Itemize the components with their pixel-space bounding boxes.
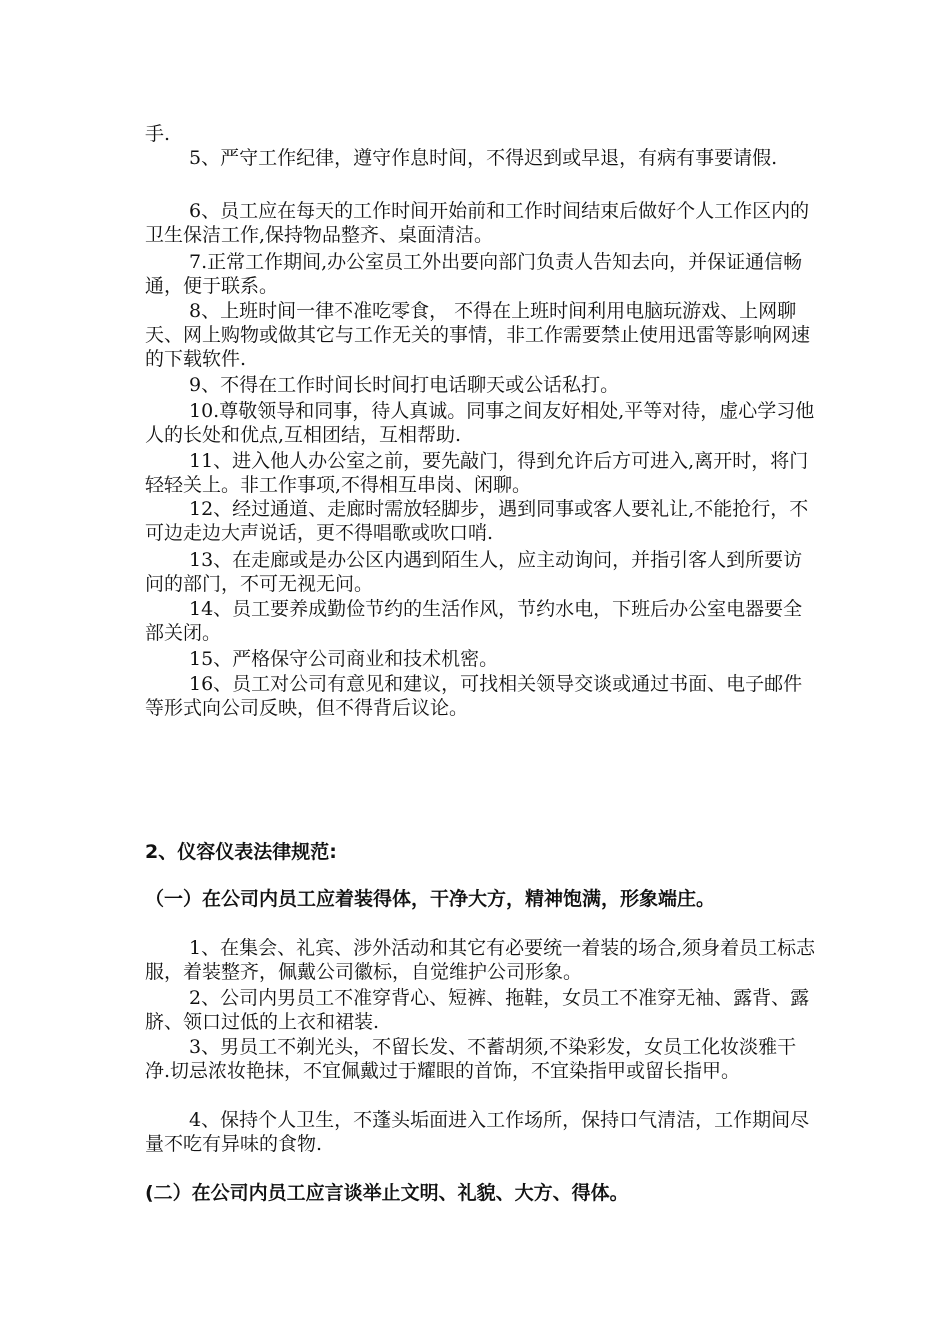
subsection-heading-1: （一）在公司内员工应着装得体，干净大方，精神饱满，形象端庄。	[145, 888, 716, 910]
list-item-15: 15、严格保守公司商业和技术机密。	[189, 648, 499, 670]
list-item-7: 7.正常工作期间,办公室员工外出要向部门负责人告知去向，并保证通信畅通，便于联系。	[145, 251, 803, 297]
list-item-14: 14、员工要养成勤俭节约的生活作风，节约水电，下班后办公室电器要全部关闭。	[145, 598, 803, 644]
list-item-16: 16、员工对公司有意见和建议，可找相关领导交谈或通过书面、电子邮件等形式向公司反映，但不得背后议论。	[145, 673, 803, 719]
list-item-10: 10.尊敬领导和同事，待人真诚。同事之间友好相处,平等对待，虚心学习他人的长处和优点,互相团结，互相帮助.	[145, 400, 815, 446]
attire-item-1: 1、在集会、礼宾、涉外活动和其它有必要统一着装的场合,须身着员工标志服，着装整齐，佩戴公司徽标，自觉维护公司形象。	[145, 937, 816, 983]
list-item-5: 5、严守工作纪律，遵守作息时间，不得迟到或早退，有病有事要请假.	[189, 147, 778, 169]
list-item-13: 13、在走廊或是办公区内遇到陌生人，应主动询问，并指引客人到所要访问的部门，不可无视无问。	[145, 549, 803, 595]
attire-item-4: 4、保持个人卫生，不蓬头垢面进入工作场所，保持口气清洁，工作期间尽量不吃有异味的食物.	[145, 1109, 810, 1155]
list-item-8: 8、上班时间一律不准吃零食， 不得在上班时间利用电脑玩游戏、上网聊天、网上购物或做其它与工作无关的事情，非工作需要禁止使用迅雷等影响网速的下载软件.	[145, 300, 811, 370]
list-item-6: 6、员工应在每天的工作时间开始前和工作时间结束后做好个人工作区内的卫生保洁工作,保持物品整齐、桌面清洁。	[145, 200, 810, 246]
list-item-9: 9、不得在工作时间长时间打电话聊天或公话私打。	[189, 374, 620, 396]
list-item-12: 12、经过通道、走廊时需放轻脚步，遇到同事或客人要礼让,不能抢行，不可边走边大声说话，更不得唱歌或吹口哨.	[145, 498, 809, 544]
attire-item-3: 3、男员工不剃光头，不留长发、不蓄胡须,不染彩发，女员工化妆淡雅干净.切忌浓妆艳抹，不宜佩戴过于耀眼的首饰，不宜染指甲或留长指甲。	[145, 1036, 797, 1082]
attire-item-2: 2、公司内男员工不准穿背心、短裤、拖鞋，女员工不准穿无袖、露背、露脐、领口过低的上衣和裙装.	[145, 987, 810, 1033]
subsection-heading-2: (二）在公司内员工应言谈举止文明、礼貌、大方、得体。	[145, 1182, 629, 1204]
list-item-11: 11、进入他人办公室之前，要先敲门，得到允许后方可进入,离开时，将门轻轻关上。非工作事项,不得相互串岗、闲聊。	[145, 450, 809, 496]
paragraph-fragment: 手.	[145, 123, 171, 145]
section-heading: 2、仪容仪表法律规范:	[145, 841, 337, 863]
